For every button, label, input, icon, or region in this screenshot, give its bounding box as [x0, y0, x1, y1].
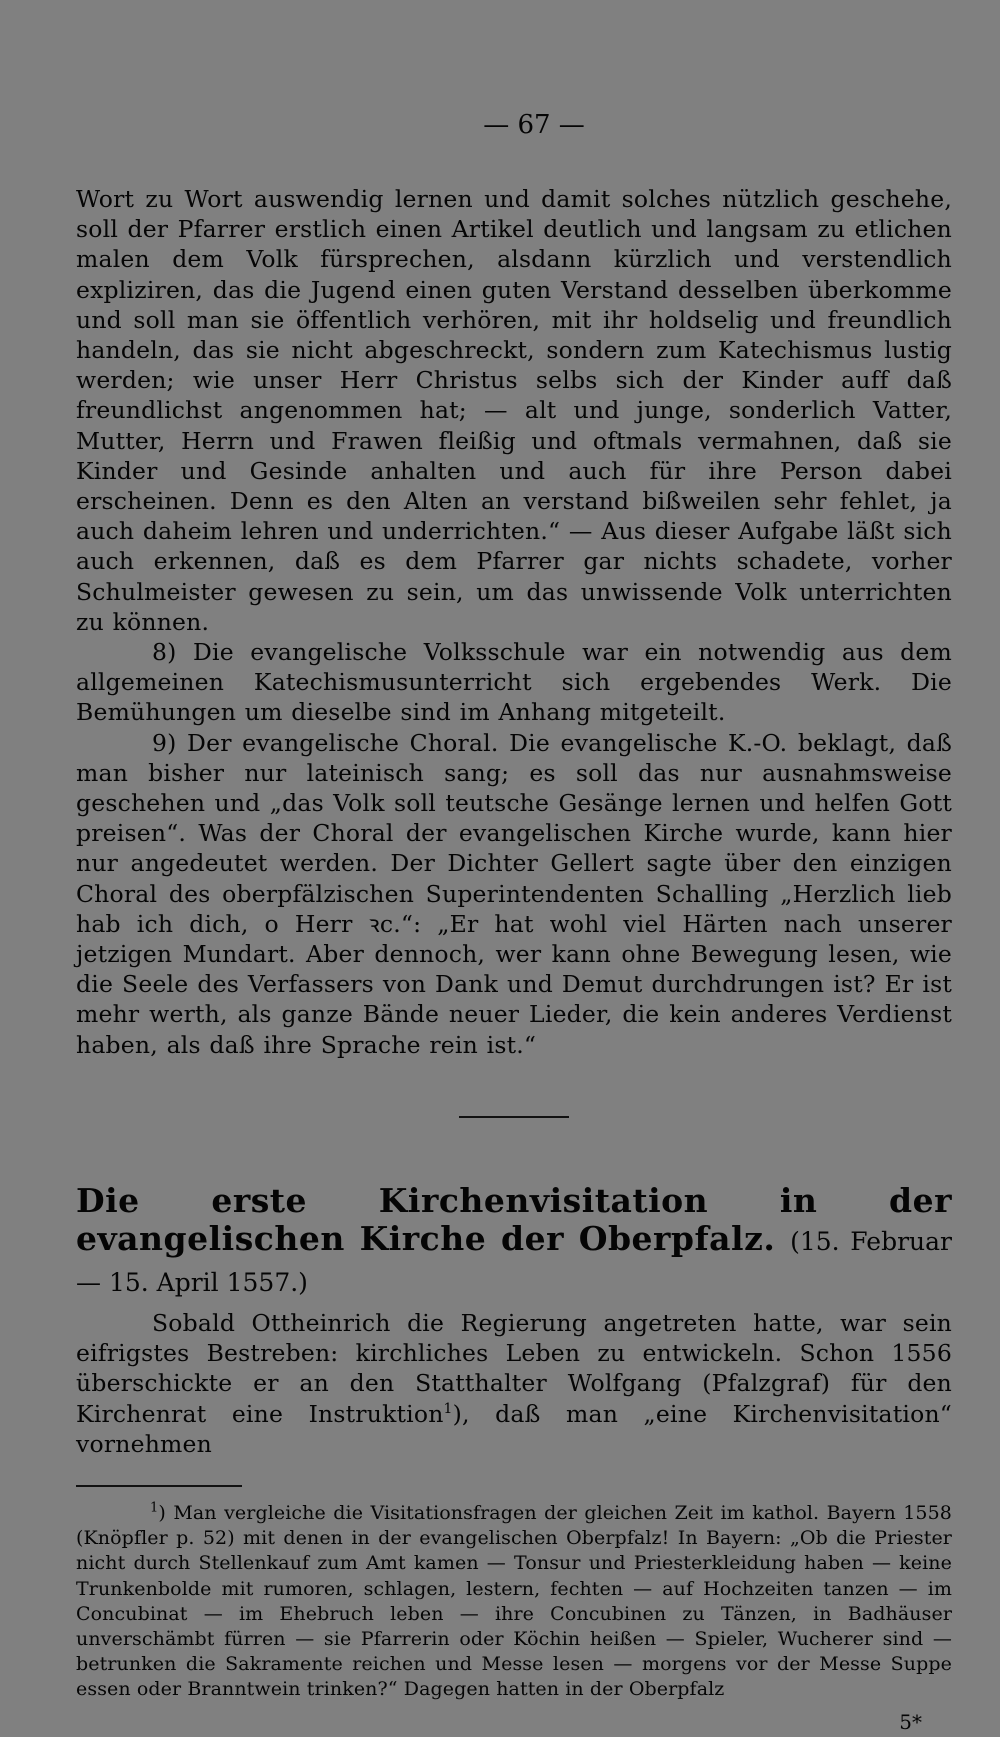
body-paragraph-1: Wort zu Wort auswendig lernen und damit solches nützlich geschehe, soll der Pfarrer erstlich einen Artikel deutlich und langsam zu etlichen malen dem Volk fürsprechen, alsdann kürzlich und verstendlich expliziren, das die Jugend einen guten Verstand desselben überkomme und soll man sie öffentlich verhören, mit ihr holdselig und freundlich handeln, das sie nicht abgeschreckt, sondern zum Katechismus lustig werden; wie unser Herr Christus selbs sich der Kinder auff daß freundlichst angenommen hat; — alt und junge, sonderlich Vatter, Mutter, Herrn und Frawen fleißig und oftmals vermahnen, daß sie Kinder und Gesinde anhalten und auch für ihre Person dabei erscheinen. Denn es den Alten an verstand bißweilen sehr fehlet, ja auch daheim lehren und underrichten.“ — Aus dieser Aufgabe läßt sich auch erkennen, daß es dem Pfarrer gar nichts schadete, vorher Schulmeister gewesen zu sein, um das unwissende Volk unterrichten zu können. [76, 185, 952, 636]
footnote-text: ) Man vergleiche die Visitationsfragen der gleichen Zeit im kathol. Bayern 1558 (Knöpfler p. 52) mit denen in der evangelischen Oberpfalz! In Bayern: „Ob die Priester nicht durch Stellenkauf zum Amt kamen — Tonsur und Priesterkleidung haben — keine Trunkenbolde mit rumoren, schlagen, lestern, fechten — auf Hochzeiten tanzen — im Concubinat — im Ehebruch leben — ihre Concubinen zu Tänzen, in Badhäuser unverschämbt fürren — sie Pfarrerin oder Köchin heißen — Spieler, Wucherer sind — betrunken die Sakramente reichen und Messe lesen — morgens vor der Messe Suppe essen oder Branntwein trinken?“ Dagegen hatten in der Oberpfalz [76, 1501, 952, 1701]
footnote-reference: 1 [443, 1400, 453, 1417]
section-heading-title: Die erste Kirchenvisitation in der evangelischen Kirche der Oberpfalz. [76, 1180, 952, 1258]
body-paragraph-2: 8) Die evangelische Volksschule war ein notwendig aus dem allgemeinen Katechismusunterricht sich ergebendes Werk. Die Bemühungen um dieselbe sind im Anhang mitgeteilt. [76, 638, 952, 727]
section-body-text-end: ), daß man „eine Kirchenvisitation“ vornehmen [76, 1399, 952, 1458]
body-paragraph-3: 9) Der evangelische Choral. Die evangelische K.-O. beklagt, daß man bisher nur lateinisch sang; es soll das nur ausnahmsweise geschehen und „das Volk soll teutsche Gesänge lernen und helfen Gott preisen“. Was der Choral der evangelischen Kirche wurde, kann hier nur angedeutet werden. Der Dichter Gellert sagte über den einzigen Choral des oberpfälzischen Superintendenten Schalling „Herzlich lieb hab ich dich, o Herr ꝛc.“: „Er hat wohl viel Härten nach unserer jetzigen Mundart. Aber dennoch, wer kann ohne Bewegung lesen, wie die Seele des Verfassers von Dank und Demut durchdrungen ist? Er ist mehr werth, als ganze Bände neuer Lieder, die kein anderes Verdienst haben, als daß ihre Sprache rein ist.“ [76, 728, 952, 1059]
footnote-marker: 1 [150, 1500, 159, 1516]
section-body-text-start: Sobald Ottheinrich die Regierung angetreten hatte, war sein eifrigstes Bestreben: kirchliches Leben zu entwickeln. Schon 1556 überschickte er an den Statthalter Wolfgang (Pfalzgraf) für den Kirchenrat eine Instruktion [76, 1308, 952, 1428]
section-divider [459, 1116, 569, 1118]
section-heading [76, 1182, 952, 1302]
signature-mark: 5* [899, 1709, 922, 1734]
section-heading-date: (15. Februar — 15. April 1557.) [76, 1226, 952, 1297]
section-body-paragraph [76, 1308, 952, 1459]
document-page [76, 100, 952, 1737]
footnote [76, 1501, 952, 1703]
page-number: — 67 — [483, 110, 585, 140]
footnote-divider [76, 1485, 242, 1487]
